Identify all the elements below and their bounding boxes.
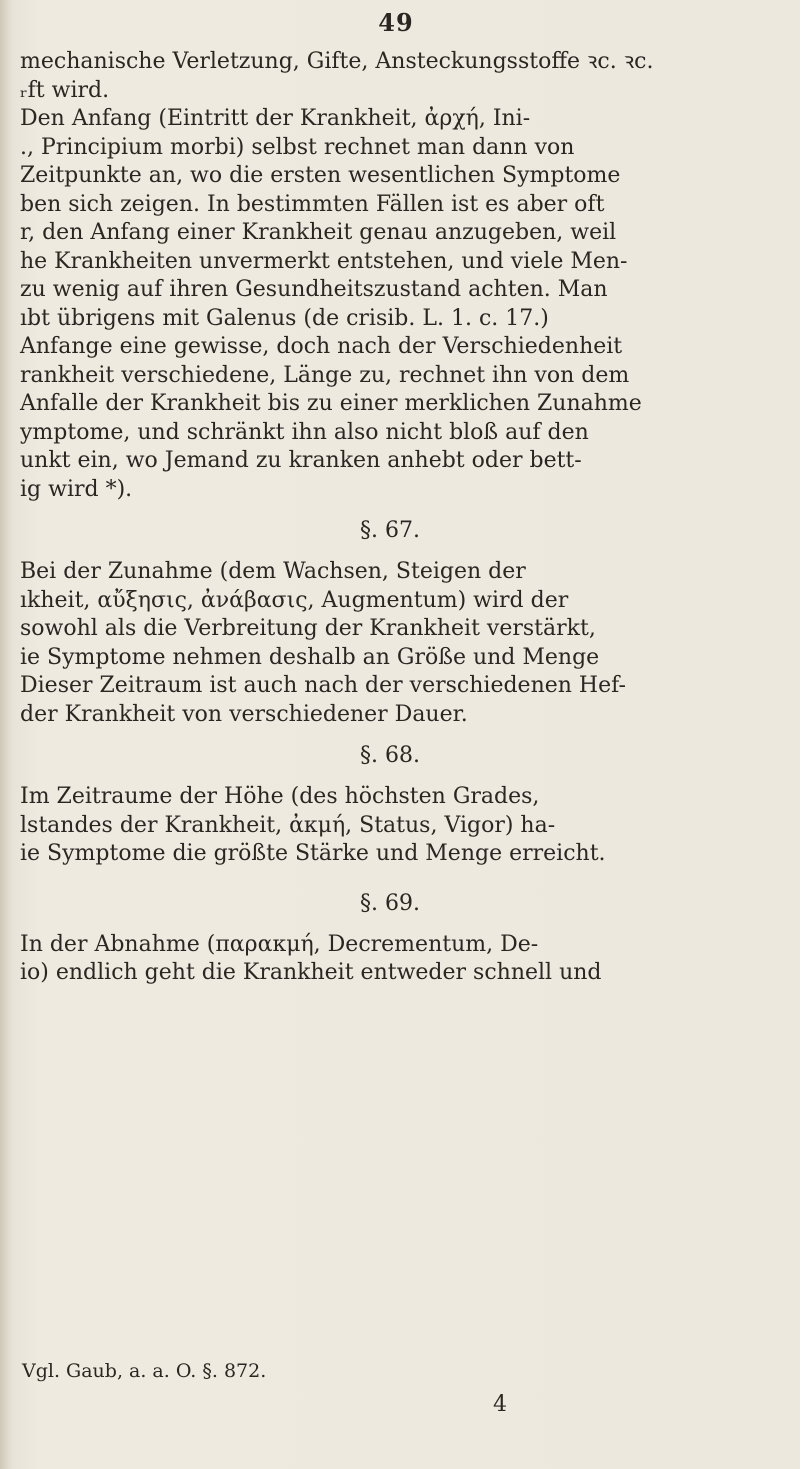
text-line: ymptome, und schränkt ihn also nicht bloß auf den bbox=[20, 419, 589, 445]
text-line: ıbt übrigens mit Galenus (de crisib. L. 1. c. 17.) bbox=[20, 305, 549, 331]
text-line: Anfange eine gewisse, doch nach der Verschiedenheit bbox=[20, 334, 623, 359]
text-line: ıkheit, αὔξησις, ἀνάβασις, Augmentum) wird der bbox=[20, 587, 569, 613]
spacer bbox=[20, 869, 760, 877]
section-heading: §. 67. bbox=[360, 518, 420, 543]
text-line: Im Zeitraume der Höhe (des höchsten Grades, bbox=[20, 784, 540, 809]
text-line: ben sich zeigen. In bestimmten Fällen ist es aber oft bbox=[20, 191, 605, 217]
text-line: In der Abnahme (παρακμή, Decrementum, De- bbox=[20, 931, 539, 957]
text-line: sowohl als die Verbreitung der Krankheit verstärkt, bbox=[20, 616, 596, 641]
text-line: der Krankheit von verschiedener Dauer. bbox=[20, 701, 468, 727]
page-gutter bbox=[0, 0, 10, 1469]
section-67 bbox=[20, 504, 760, 729]
paragraph-1 bbox=[20, 48, 760, 504]
text-line: ie Symptome die größte Stärke und Menge erreicht. bbox=[20, 841, 606, 866]
text-line: r, den Anfang einer Krankheit genau anzugeben, weil bbox=[20, 220, 617, 245]
signature-mark: 4 bbox=[493, 1392, 507, 1417]
text-line: Zeitpunkte an, wo die ersten wesentlichen Symptome bbox=[20, 163, 621, 188]
section-heading: §. 68. bbox=[360, 743, 420, 768]
text-line: zu wenig auf ihren Gesundheitszustand achten. Man bbox=[20, 277, 608, 302]
text-line: ., Principium morbi) selbst rechnet man dann von bbox=[20, 134, 575, 160]
text-line: ie Symptome nehmen deshalb an Größe und Menge bbox=[20, 644, 600, 670]
text-line: io) endlich geht die Krankheit entweder schnell und bbox=[20, 960, 602, 985]
text-line: unkt ein, wo Jemand zu kranken anhebt oder bett- bbox=[20, 448, 582, 473]
section-heading: §. 69. bbox=[360, 890, 420, 916]
text-line: Den Anfang (Eintritt der Krankheit, ἀρχή, Ini- bbox=[20, 106, 531, 131]
text-line: rankheit verschiedene, Länge zu, rechnet ihn von dem bbox=[20, 362, 630, 388]
text-line: Dieser Zeitraum ist auch nach der verschiedenen Hef- bbox=[20, 673, 626, 698]
section-68 bbox=[20, 729, 760, 869]
footnote: Vgl. Gaub, a. a. O. §. 872. bbox=[22, 1360, 267, 1382]
text-line: Bei der Zunahme (dem Wachsen, Steigen der bbox=[20, 559, 526, 584]
text-line: mechanische Verletzung, Gifte, Ansteckungsstoffe ꝛc. ꝛc. bbox=[20, 49, 654, 74]
text-line: Anfalle der Krankheit bis zu einer merklichen Zunahme bbox=[20, 391, 642, 416]
section-69 bbox=[20, 877, 760, 988]
text-line: ig wird *). bbox=[20, 476, 133, 502]
text-line: ᵣft wird. bbox=[20, 77, 110, 103]
text-line: he Krankheiten unvermerkt entstehen, und viele Men- bbox=[20, 248, 628, 274]
text-line: lstandes der Krankheit, ἀκμή, Status, Vigor) ha- bbox=[20, 812, 556, 838]
page-number: 49 bbox=[378, 8, 414, 37]
text-block bbox=[20, 48, 760, 988]
